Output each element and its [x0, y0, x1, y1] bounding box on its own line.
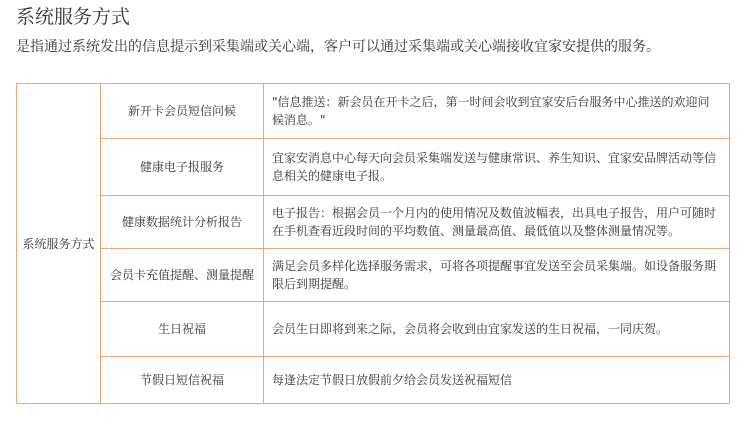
category-cell: 系统服务方式 [17, 84, 101, 404]
table-row [17, 84, 730, 139]
feature-cell: 新开卡会员短信问候 [101, 84, 264, 139]
page-title: 系统服务方式 [16, 6, 131, 28]
service-table [16, 83, 730, 404]
feature-cell: 健康数据统计分析报告 [101, 196, 264, 249]
description-cell: 电子报告：根据会员一个月内的使用情况及数值波幅表，出具电子报告，用户可随时在手机查看近段时间的平均数值、测量最高值、最低值以及整体测量情况等。 [264, 196, 730, 249]
feature-cell: 生日祝福 [101, 302, 264, 357]
intro-text: 是指通过系统发出的信息提示到采集端或关心端，客户可以通过采集端或关心端接收宜家安提供的服务。 [16, 39, 660, 55]
description-cell: 宜家安消息中心每天向会员采集端发送与健康常识、养生知识、宜家安品牌活动等信息相关的健康电子报。 [264, 139, 730, 196]
description-cell: 每逢法定节假日放假前夕给会员发送祝福短信 [264, 357, 730, 404]
table-row [17, 302, 730, 357]
description-cell: 满足会员多样化选择服务需求，可将各项提醒事宜发送至会员采集端。如设备服务期限后到期提醒。 [264, 249, 730, 302]
feature-cell: 健康电子报服务 [101, 139, 264, 196]
feature-cell: 节假日短信祝福 [101, 357, 264, 404]
table-row [17, 249, 730, 302]
table-row [17, 357, 730, 404]
description-cell: 会员生日即将到来之际，会员将会收到由宜家发送的生日祝福，一同庆贺。 [264, 302, 730, 357]
table-row [17, 139, 730, 196]
description-cell: "信息推送：新会员在开卡之后，第一时间会收到宜家安后台服务中心推送的欢迎问候消息。" [264, 84, 730, 139]
feature-cell: 会员卡充值提醒、测量提醒 [101, 249, 264, 302]
table-row [17, 196, 730, 249]
